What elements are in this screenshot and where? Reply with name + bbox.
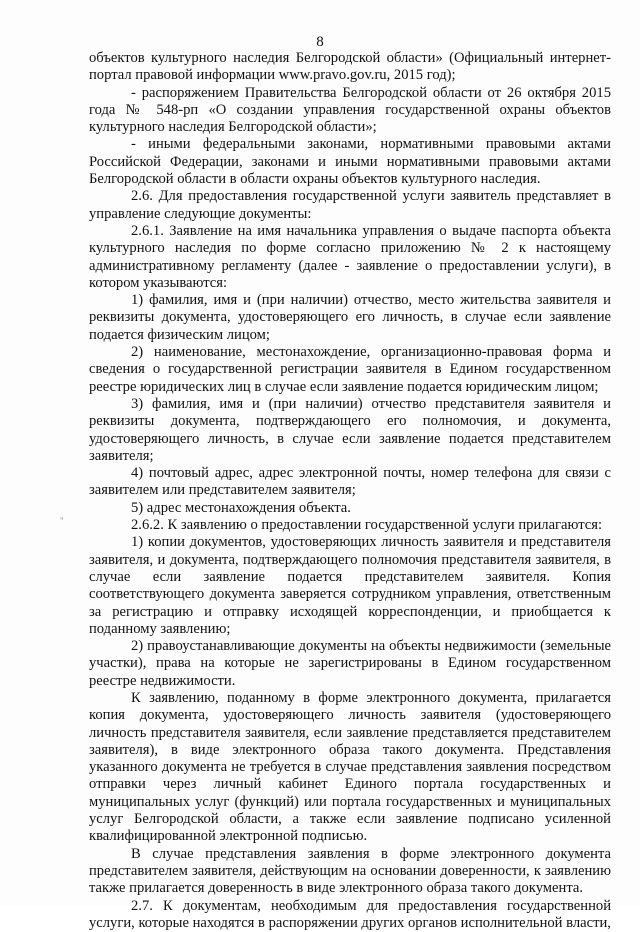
paragraph-order-548rp: - распоряжением Правительства Белгородской области от 26 октября 2015 года № 548-рп «О создании управления государственной охраны объектов культурного наследия Белгородской области»; [89, 84, 611, 136]
list-item-5: 5) адрес местонахождения объекта. [131, 499, 351, 516]
attachment-item-1: 1) копии документов, удостоверяющих личность заявителя и представителя заявителя, и документа, подтверждающего полномочия представителя заявителя, в случае если заявление подается представителем заявителя. Копия соответствующего документа заверяется сотрудником управления, ответственным за регистрацию и отправку исходящей корреспонденции, и приобщается к поданному заявлению; [89, 534, 611, 637]
paragraph-2-6-2: 2.6.2. К заявлению о предоставлении государственной услуги прилагаются: [131, 517, 603, 534]
margin-mark: " [60, 516, 64, 526]
paragraph-2-6: 2.6. Для предоставления государственной услуги заявитель представляет в управление следующие документы: [89, 188, 611, 222]
list-item-4: 4) почтовый адрес, адрес электронной почты, номер телефона для связи с заявителем или представителем заявителя; [89, 465, 611, 499]
list-item-3: 3) фамилия, имя и (при наличии) отчество представителя заявителя и реквизиты документа, подтверждающего его полномочия, и документа, удостоверяющего личность, в случае если заявление подается представителем заявителя; [89, 395, 611, 464]
page-number: 8 [316, 34, 324, 50]
paragraph-continuation: объектов культурного наследия Белгородской области» (Официальный интернет-портал правовой информации www.pravo.gov.ru, 2015 год); [89, 50, 611, 84]
paragraph-other-laws: - иными федеральными законами, нормативными правовыми актами Российской Федерации, законами и иными нормативными правовыми актами Белгородской области в области охраны объектов культурного наследия. [89, 136, 611, 188]
paragraph-2-7: 2.7. К документам, необходимым для предоставления государственной услуги, которые находятся в распоряжении других органов исполнительной власти, [89, 897, 611, 931]
paragraph-electronic-copy: К заявлению, поданному в форме электронного документа, прилагается копия документа, удостоверяющего личность заявителя (удостоверяющего личность представителя заявителя, если заявление представляется представителем заявителя), в виде электронного образа такого документа. Представления указанного документа не требуется в случае представления заявления посредством отправки через личный кабинет Единого портала государственных и муниципальных услуг (функций) или портала государственных и муниципальных услуг Белгородской области, а также если заявление подписано усиленной квалифицированной электронной подписью. [89, 689, 611, 845]
paragraph-2-6-1: 2.6.1. Заявление на имя начальника управления о выдаче паспорта объекта культурного наследия по форме согласно приложению № 2 к настоящему административному регламенту (далее - заявление о предоставлении услуги), в котором указываются: [89, 222, 611, 291]
list-item-1: 1) фамилия, имя и (при наличии) отчество, место жительства заявителя и реквизиты документа, удостоверяющего его личность, в случае если заявление подается физическим лицом; [89, 292, 611, 343]
list-item-2: 2) наименование, местонахождение, организационно-правовая форма и сведения о государственной регистрации заявителя в Едином государственном реестре юридических лиц в случае если заявление подается юридическим лицом; [89, 344, 611, 395]
paragraph-power-of-attorney: В случае представления заявления в форме электронного документа представителем заявителя, действующим на основании доверенности, к заявлению также прилагается доверенность в виде электронного образа такого документа. [89, 845, 611, 897]
attachment-item-2: 2) правоустанавливающие документы на объекты недвижимости (земельные участки), права на которые не зарегистрированы в Едином государственном реестре недвижимости. [89, 638, 611, 689]
document-body [89, 50, 611, 932]
